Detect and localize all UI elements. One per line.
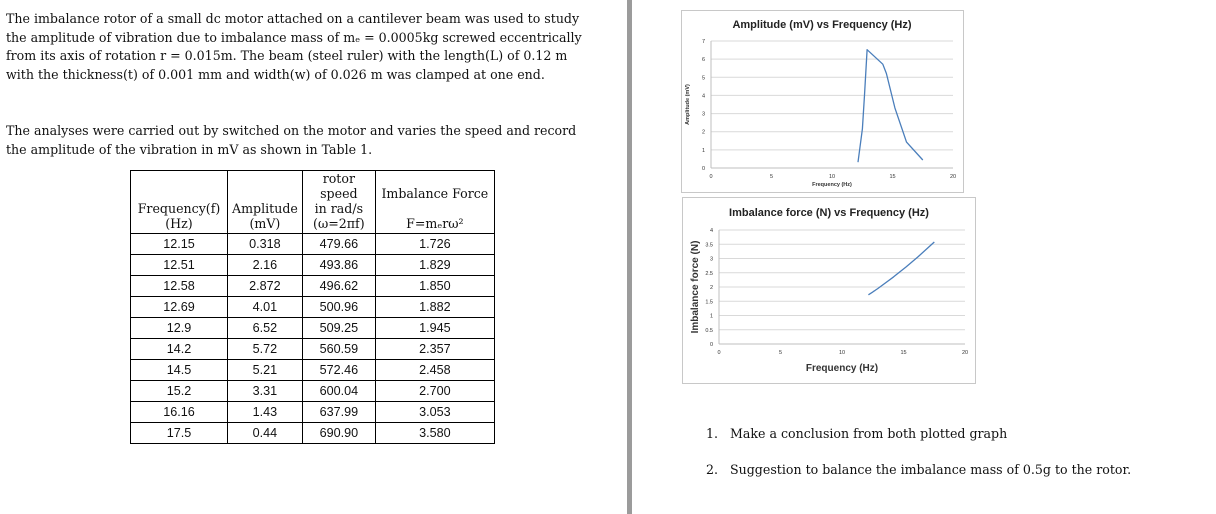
- table-cell: 572.46: [302, 360, 375, 381]
- table-cell: 2.872: [228, 276, 303, 297]
- table-cell: 17.5: [131, 423, 228, 444]
- y-axis-label: Imbalance force (N): [690, 240, 701, 334]
- table-row: [131, 255, 495, 276]
- y-tick-label: 2: [709, 285, 713, 291]
- table-cell: 2.458: [375, 360, 494, 381]
- table-cell: 5.21: [228, 360, 303, 381]
- header-frequency: Frequency(f) (Hz): [131, 171, 228, 234]
- table-cell: 1.726: [375, 234, 494, 255]
- table-cell: 637.99: [302, 402, 375, 423]
- table-row: [131, 360, 495, 381]
- header-rotor-speed: rotor speed in rad/s (ω=2πf): [302, 171, 375, 234]
- question-text: Make a conclusion from both plotted graph: [730, 426, 1008, 441]
- data-table: [130, 170, 495, 444]
- table-cell: 6.52: [228, 318, 303, 339]
- table-cell: 496.62: [302, 276, 375, 297]
- question-2: [706, 462, 1131, 477]
- x-tick-label: 5: [778, 350, 783, 356]
- table-cell: 1.43: [228, 402, 303, 423]
- table-cell: 3.580: [375, 423, 494, 444]
- intro-paragraph-2: The analyses were carried out by switched on the motor and varies the speed and record the amplitude of the vibration in mV as shown in Table 1.: [6, 123, 577, 157]
- x-tick-label: 5: [769, 174, 774, 180]
- x-tick-label: 0: [709, 174, 713, 180]
- x-axis-label: Frequency (Hz): [805, 363, 879, 374]
- x-tick-label: 20: [961, 350, 969, 356]
- table-row: [131, 318, 495, 339]
- table-header-row: [131, 171, 495, 234]
- table-cell: 12.69: [131, 297, 228, 318]
- table-cell: 0.44: [228, 423, 303, 444]
- table-row: [131, 381, 495, 402]
- table-cell: 14.5: [131, 360, 228, 381]
- table-cell: 16.16: [131, 402, 228, 423]
- y-tick-label: 4: [709, 228, 713, 234]
- question-number: 2.: [706, 462, 719, 477]
- series-line: [858, 50, 923, 163]
- intro-paragraph-1: The imbalance rotor of a small dc motor attached on a cantilever beam was used to study the amplitude of vibration due to imbalance mass of mₑ = 0.0005kg screwed eccentrically from its axis of rotation r = 0.015m. The beam (steel ruler) with the length(L) of 0.12 m with the thickness(t) of 0.001 mm and width(w) of 0.026 m was clamped at one end.: [6, 11, 582, 82]
- y-tick-label: 0: [701, 166, 705, 172]
- y-tick-label: 0.5: [705, 327, 713, 334]
- table-cell: 493.86: [302, 255, 375, 276]
- table-cell: 14.2: [131, 339, 228, 360]
- chart-title: Imbalance force (N) vs Frequency (Hz): [729, 207, 929, 219]
- x-tick-label: 0: [717, 350, 721, 356]
- table-cell: 2.16: [228, 255, 303, 276]
- table-row: [131, 234, 495, 255]
- table-cell: 3.053: [375, 402, 494, 423]
- table-cell: 2.700: [375, 381, 494, 402]
- y-tick-label: 3: [709, 256, 713, 263]
- question-number: 1.: [706, 426, 719, 441]
- y-tick-label: 6: [701, 57, 705, 64]
- table-cell: 12.9: [131, 318, 228, 339]
- x-tick-label: 10: [838, 350, 846, 356]
- page-divider: [627, 0, 632, 514]
- x-tick-label: 15: [889, 174, 896, 180]
- x-axis-label: Frequency (Hz): [812, 182, 852, 188]
- table-cell: 12.51: [131, 255, 228, 276]
- y-tick-label: 5: [701, 75, 705, 82]
- y-tick-label: 7: [701, 39, 705, 45]
- y-tick-label: 4: [701, 93, 705, 100]
- header-amplitude: Amplitude (mV): [228, 171, 303, 234]
- table-cell: 500.96: [302, 297, 375, 318]
- y-tick-label: 2.5: [705, 270, 713, 277]
- y-tick-label: 0: [709, 342, 713, 348]
- amplitude-chart-svg: [682, 11, 963, 192]
- table-cell: 2.357: [375, 339, 494, 360]
- force-chart: [682, 197, 976, 384]
- x-tick-label: 15: [900, 350, 907, 356]
- y-axis-label: Amplitude (mV): [685, 84, 691, 125]
- table-cell: 12.58: [131, 276, 228, 297]
- table-cell: 12.15: [131, 234, 228, 255]
- table-row: [131, 339, 495, 360]
- y-tick-label: 1: [701, 147, 705, 154]
- amplitude-chart: [681, 10, 964, 193]
- table-cell: 1.882: [375, 297, 494, 318]
- question-text: Suggestion to balance the imbalance mass of 0.5g to the rotor.: [730, 462, 1132, 477]
- y-tick-label: 1.5: [705, 299, 713, 306]
- table-row: [131, 423, 495, 444]
- y-tick-label: 3: [701, 111, 705, 118]
- table-cell: 600.04: [302, 381, 375, 402]
- table-row: [131, 276, 495, 297]
- y-tick-label: 2: [701, 129, 705, 136]
- table-cell: 560.59: [302, 339, 375, 360]
- table-cell: 1.945: [375, 318, 494, 339]
- question-1: [706, 426, 1007, 441]
- table-cell: 5.72: [228, 339, 303, 360]
- table-cell: 1.829: [375, 255, 494, 276]
- table-cell: 4.01: [228, 297, 303, 318]
- x-tick-label: 10: [828, 174, 836, 180]
- y-tick-label: 3.5: [705, 242, 713, 249]
- table-cell: 479.66: [302, 234, 375, 255]
- table-row: [131, 402, 495, 423]
- header-imbalance-force: Imbalance Force F=mₑrω²: [375, 171, 494, 234]
- force-chart-svg: [683, 198, 975, 383]
- table-cell: 509.25: [302, 318, 375, 339]
- table-row: [131, 297, 495, 318]
- table-cell: 15.2: [131, 381, 228, 402]
- table-cell: 1.850: [375, 276, 494, 297]
- table-cell: 3.31: [228, 381, 303, 402]
- table-cell: 690.90: [302, 423, 375, 444]
- y-tick-label: 1: [709, 313, 713, 320]
- table-cell: 0.318: [228, 234, 303, 255]
- x-tick-label: 20: [949, 174, 957, 180]
- chart-title: Amplitude (mV) vs Frequency (Hz): [732, 19, 912, 31]
